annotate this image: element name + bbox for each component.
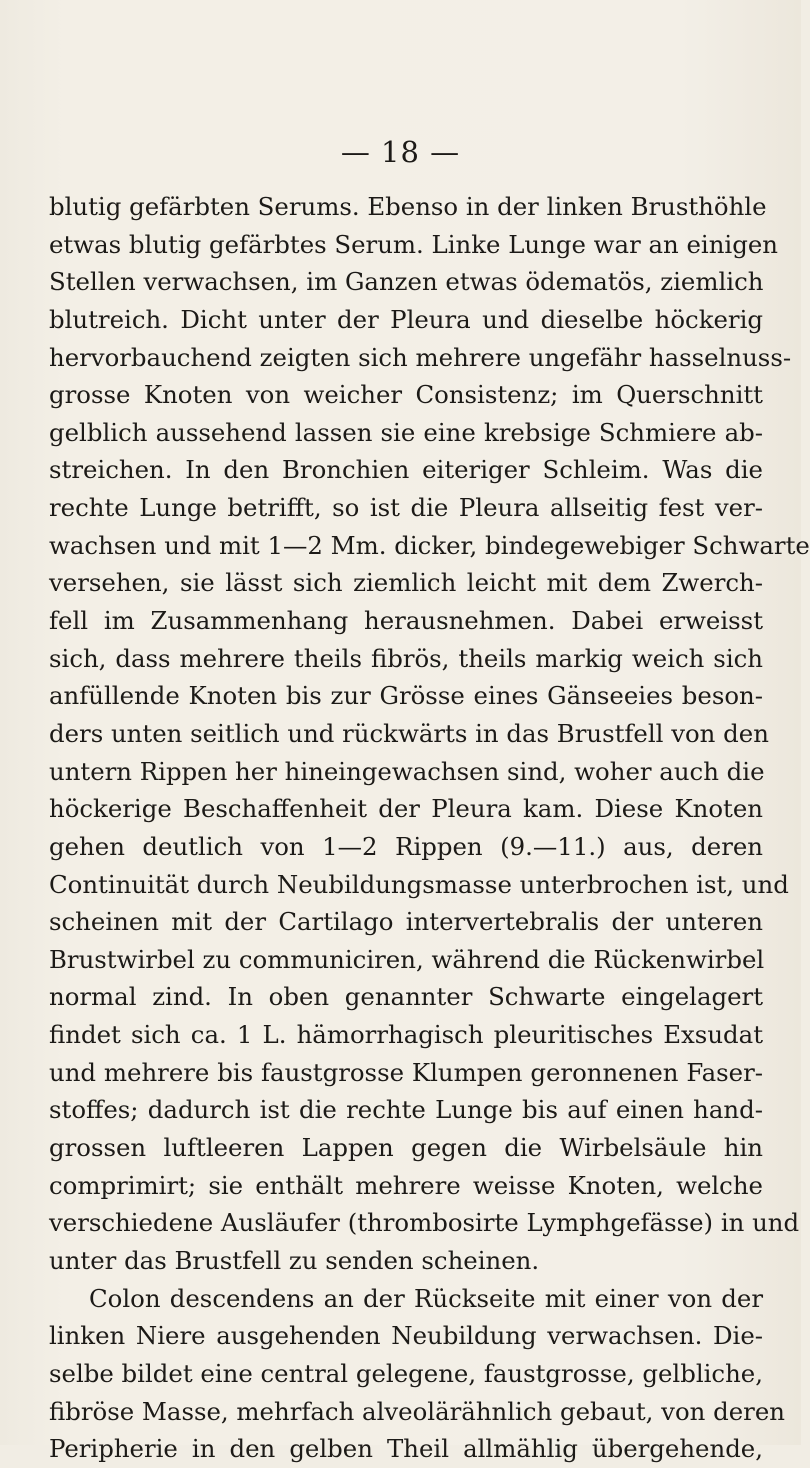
text-line: linken Niere ausgehenden Neubildung verwachsen. Die- [49, 1321, 763, 1351]
text-line: sich, dass mehrere theils fibrös, theils markig weich sich [49, 643, 763, 673]
text-line: rechte Lunge betrifft, so ist die Pleura allseitig fest ver- [49, 493, 763, 523]
text-line: gelblich aussehend lassen sie eine krebsige Schmiere ab- [49, 417, 763, 447]
text-line: höckerige Beschaffenheit der Pleura kam. Diese Knoten [49, 794, 763, 824]
text-line: Peripherie in den gelben Theil allmählig übergehende, [49, 1434, 763, 1464]
text-line: fibröse Masse, mehrfach alveolärähnlich gebaut, von deren [49, 1396, 785, 1426]
text-line: und mehrere bis faustgrosse Klumpen geronnenen Faser- [49, 1057, 763, 1087]
text-line: Brustwirbel zu communiciren, während die Rückenwirbel [49, 944, 765, 974]
text-line: findet sich ca. 1 L. hämorrhagisch pleuritisches Exsudat [49, 1020, 763, 1050]
body-text [49, 188, 810, 1468]
text-line: grosse Knoten von weicher Consistenz; im Querschnitt [49, 380, 763, 410]
text-line: comprimirt; sie enthält mehrere weisse Knoten, welche [49, 1170, 763, 1200]
text-line: untern Rippen her hineingewachsen sind, woher auch die [49, 756, 765, 786]
text-line: Continuität durch Neubildungsmasse unterbrochen ist, und [49, 869, 789, 899]
text-line: ders unten seitlich und rückwärts in das Brustfell von den [49, 718, 769, 748]
text-line: scheinen mit der Cartilago intervertebralis der unteren [49, 907, 763, 937]
text-line: normal zind. In oben genannter Schwarte eingelagert [49, 982, 763, 1012]
page-number: — 18 — [340, 135, 461, 169]
text-line: grossen luftleeren Lappen gegen die Wirbelsäule hin [49, 1133, 763, 1163]
paragraph-first-line: Colon descendens an der Rückseite mit einer von der [89, 1283, 763, 1313]
text-line: versehen, sie lässt sich ziemlich leicht mit dem Zwerch- [49, 568, 763, 598]
text-line: verschiedene Ausläufer (thrombosirte Lymphgefässe) in und [49, 1208, 800, 1238]
text-line: blutig gefärbten Serums. Ebenso in der linken Brusthöhle [49, 192, 767, 221]
text-line: stoffes; dadurch ist die rechte Lunge bis auf einen hand- [49, 1095, 763, 1125]
text-line: Stellen verwachsen, im Ganzen etwas ödematös, ziemlich [49, 267, 764, 297]
text-line: streichen. In den Bronchien eiteriger Schleim. Was die [49, 455, 763, 485]
text-line: gehen deutlich von 1—2 Rippen (9.—11.) aus, deren [49, 831, 763, 861]
text-line: fell im Zusammenhang herausnehmen. Dabei erweisst [49, 606, 763, 636]
paragraph-last-line: unter das Brustfell zu senden scheinen. [49, 1245, 540, 1275]
text-line: wachsen und mit 1—2 Mm. dicker, bindegewebiger Schwarte [49, 530, 810, 560]
text-line: etwas blutig gefärbtes Serum. Linke Lunge war an einigen [49, 229, 778, 259]
text-line: hervorbauchend zeigten sich mehrere ungefähr hasselnuss- [49, 342, 792, 372]
text-line: selbe bildet eine central gelegene, faustgrosse, gelbliche, [49, 1358, 763, 1388]
text-line: blutreich. Dicht unter der Pleura und dieselbe höckerig [49, 304, 763, 334]
text-line: anfüllende Knoten bis zur Grösse eines Gänseeies beson- [49, 681, 763, 711]
